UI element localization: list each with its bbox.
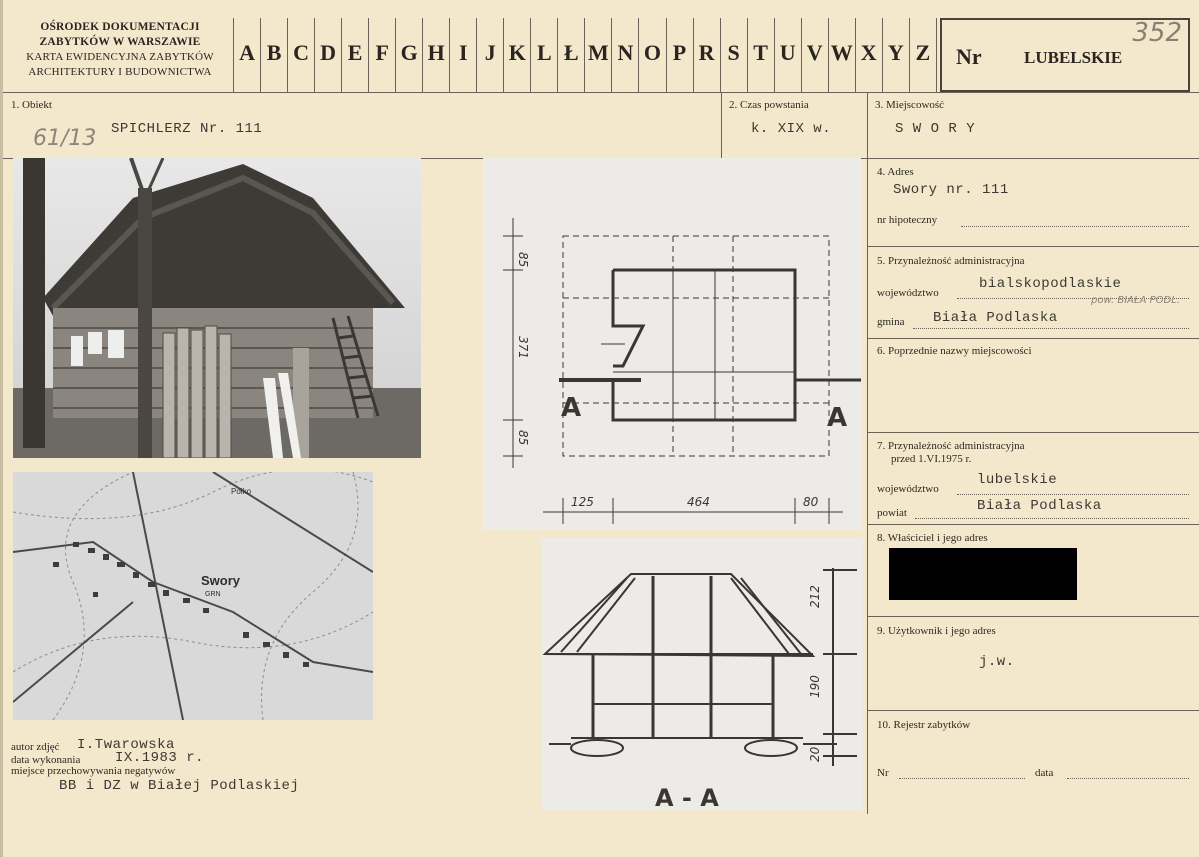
divider — [867, 710, 1199, 711]
section-dim-roof: 212 — [808, 585, 822, 608]
floor-plan-drawing — [483, 158, 861, 530]
plan-dim-top: 85 — [516, 252, 530, 268]
data-value: IX.1983 r. — [115, 750, 205, 766]
alphabet-letter: D — [315, 18, 342, 92]
wojewodztwo2-label: województwo — [877, 483, 939, 495]
divider — [867, 524, 1199, 525]
wojewodztwo2-line — [957, 494, 1189, 495]
alphabet-letter: H — [423, 18, 450, 92]
gmina-value: Biała Podlaska — [933, 310, 1058, 326]
czas-label: 2. Czas powstania — [729, 99, 809, 111]
divider — [867, 92, 868, 814]
section-drawing — [541, 538, 863, 810]
uzytkownik-label: 9. Użytkownik i jego adres — [877, 625, 996, 637]
autor-value: I.Twarowska — [77, 737, 175, 753]
voivodeship-title: LUBELSKIE — [1024, 48, 1123, 67]
institution-line1: OŚRODEK DOKUMENTACJI — [40, 21, 200, 33]
czas-value: k. XIX w. — [751, 121, 832, 137]
divider — [867, 338, 1199, 339]
wojewodztwo2-value: lubelskie — [977, 472, 1058, 488]
alphabet-letter: G — [396, 18, 423, 92]
miejsce-label: miejsce przechowywania negatywów — [11, 765, 176, 777]
plan-section-mark-left: A — [561, 393, 582, 423]
granary-photo-drawing — [13, 158, 421, 458]
obiekt-label: 1. Obiekt — [11, 99, 52, 111]
card-line2: ARCHITEKTURY I BUDOWNICTWA — [28, 66, 212, 78]
alphabet-letter: E — [342, 18, 369, 92]
alphabet-letter: J — [477, 18, 504, 92]
photo-credits — [11, 738, 471, 794]
uzytkownik-value: j.w. — [979, 654, 1015, 670]
alphabet-letter: B — [261, 18, 288, 92]
handwritten-number: 352 — [1132, 18, 1182, 48]
plan-section-mark-right: A — [827, 403, 848, 433]
alphabet-letter: I — [450, 18, 477, 92]
alphabet-letter: W — [829, 18, 856, 92]
miejscowosc-label: 3. Miejscowość — [875, 99, 945, 111]
wojewodztwo-value: bialskopodlaskie — [979, 276, 1122, 292]
powiat-line — [915, 518, 1189, 519]
hipoteczny-label: nr hipoteczny — [877, 214, 938, 226]
alphabet-letter: T — [748, 18, 775, 92]
adres-label: 4. Adres — [877, 166, 914, 178]
rejestr-data-line — [1067, 778, 1189, 779]
alphabet-letter: O — [639, 18, 666, 92]
alphabet-letter: C — [288, 18, 315, 92]
alphabet-letter: K — [504, 18, 531, 92]
divider — [867, 432, 1199, 433]
section-drawing-svg — [541, 538, 863, 810]
alphabet-letter: Ł — [558, 18, 585, 92]
alphabet-letter: V — [802, 18, 829, 92]
location-map — [13, 472, 373, 720]
powiat-label: powiat — [877, 507, 907, 519]
data-label: data wykonania — [11, 754, 81, 766]
alphabet-letter: N — [612, 18, 639, 92]
rejestr-label: 10. Rejestr zabytków — [877, 719, 971, 731]
alphabet-letter: A — [234, 18, 261, 92]
alphabet-letter: X — [856, 18, 883, 92]
poprzednie-label: 6. Poprzednie nazwy miejscowości — [877, 345, 1032, 357]
przynaleznosc-label: 5. Przynależność administracyjna — [877, 255, 1025, 267]
divider — [3, 92, 1199, 93]
alphabet-letter: R — [694, 18, 721, 92]
alphabet-letter: Y — [883, 18, 910, 92]
institution-line2: ZABYTKÓW W WARSZAWIE — [39, 36, 201, 48]
section-dim-wall: 190 — [808, 675, 822, 698]
section-dim-base: 20 — [808, 746, 822, 762]
institution-block — [9, 20, 231, 80]
granary-photo — [13, 158, 421, 458]
nr-label: Nr — [956, 44, 982, 69]
alphabet-letter: L — [531, 18, 558, 92]
obiekt-value: SPICHLERZ Nr. 111 — [111, 121, 263, 137]
redaction-box — [889, 548, 1077, 600]
divider — [721, 92, 722, 158]
alphabet-letter: U — [775, 18, 802, 92]
powiat-value: Biała Podlaska — [977, 498, 1102, 514]
obiekt-pencil-note: 61/13 — [33, 126, 97, 151]
wojewodztwo-label: województwo — [877, 287, 939, 299]
alphabet-letter: S — [721, 18, 748, 92]
plan-dim-w1: 125 — [571, 495, 594, 509]
przynaleznosc2-sub: przed 1.VI.1975 r. — [891, 453, 972, 465]
adres-value: Swory nr. 111 — [893, 182, 1009, 198]
rejestr-nr-line — [899, 778, 1025, 779]
przynaleznosc2-label: 7. Przynależność administracyjna — [877, 440, 1025, 452]
card-line1: KARTA EWIDENCYJNA ZABYTKÓW — [26, 51, 214, 63]
divider — [867, 616, 1199, 617]
plan-dim-mid: 371 — [516, 336, 530, 359]
divider — [867, 246, 1199, 247]
floor-plan — [483, 158, 861, 530]
miejscowosc-value: S W O R Y — [895, 121, 976, 137]
map-sub-label: GRN — [205, 591, 221, 598]
alphabet-letter: M — [585, 18, 612, 92]
rejestr-data-label: data — [1035, 767, 1054, 779]
number-box — [940, 18, 1190, 92]
gmina-pencil-note: pow. BIAŁA PODL. — [1091, 295, 1181, 306]
alphabet-letter: P — [667, 18, 694, 92]
miejsce-value: BB i DZ w Białej Podlaskiej — [59, 778, 300, 794]
alphabet-letter: Z — [910, 18, 937, 92]
plan-dim-w2: 464 — [687, 495, 710, 509]
alphabet-index — [233, 18, 937, 92]
map-village-label: Swory — [201, 573, 241, 588]
alphabet-letter: F — [369, 18, 396, 92]
map-drawing — [13, 472, 373, 720]
rejestr-nr-label: Nr — [877, 767, 889, 779]
plan-dim-w3: 80 — [803, 495, 819, 509]
hipoteczny-line — [961, 226, 1189, 227]
map-top-label: Polko — [231, 487, 252, 496]
gmina-label: gmina — [877, 316, 905, 328]
wlasciciel-label: 8. Właściciel i jego adres — [877, 532, 988, 544]
autor-label: autor zdjęć — [11, 741, 60, 753]
section-caption: A - A — [655, 784, 719, 810]
plan-dim-bottom: 85 — [516, 430, 530, 446]
gmina-line — [913, 328, 1189, 329]
